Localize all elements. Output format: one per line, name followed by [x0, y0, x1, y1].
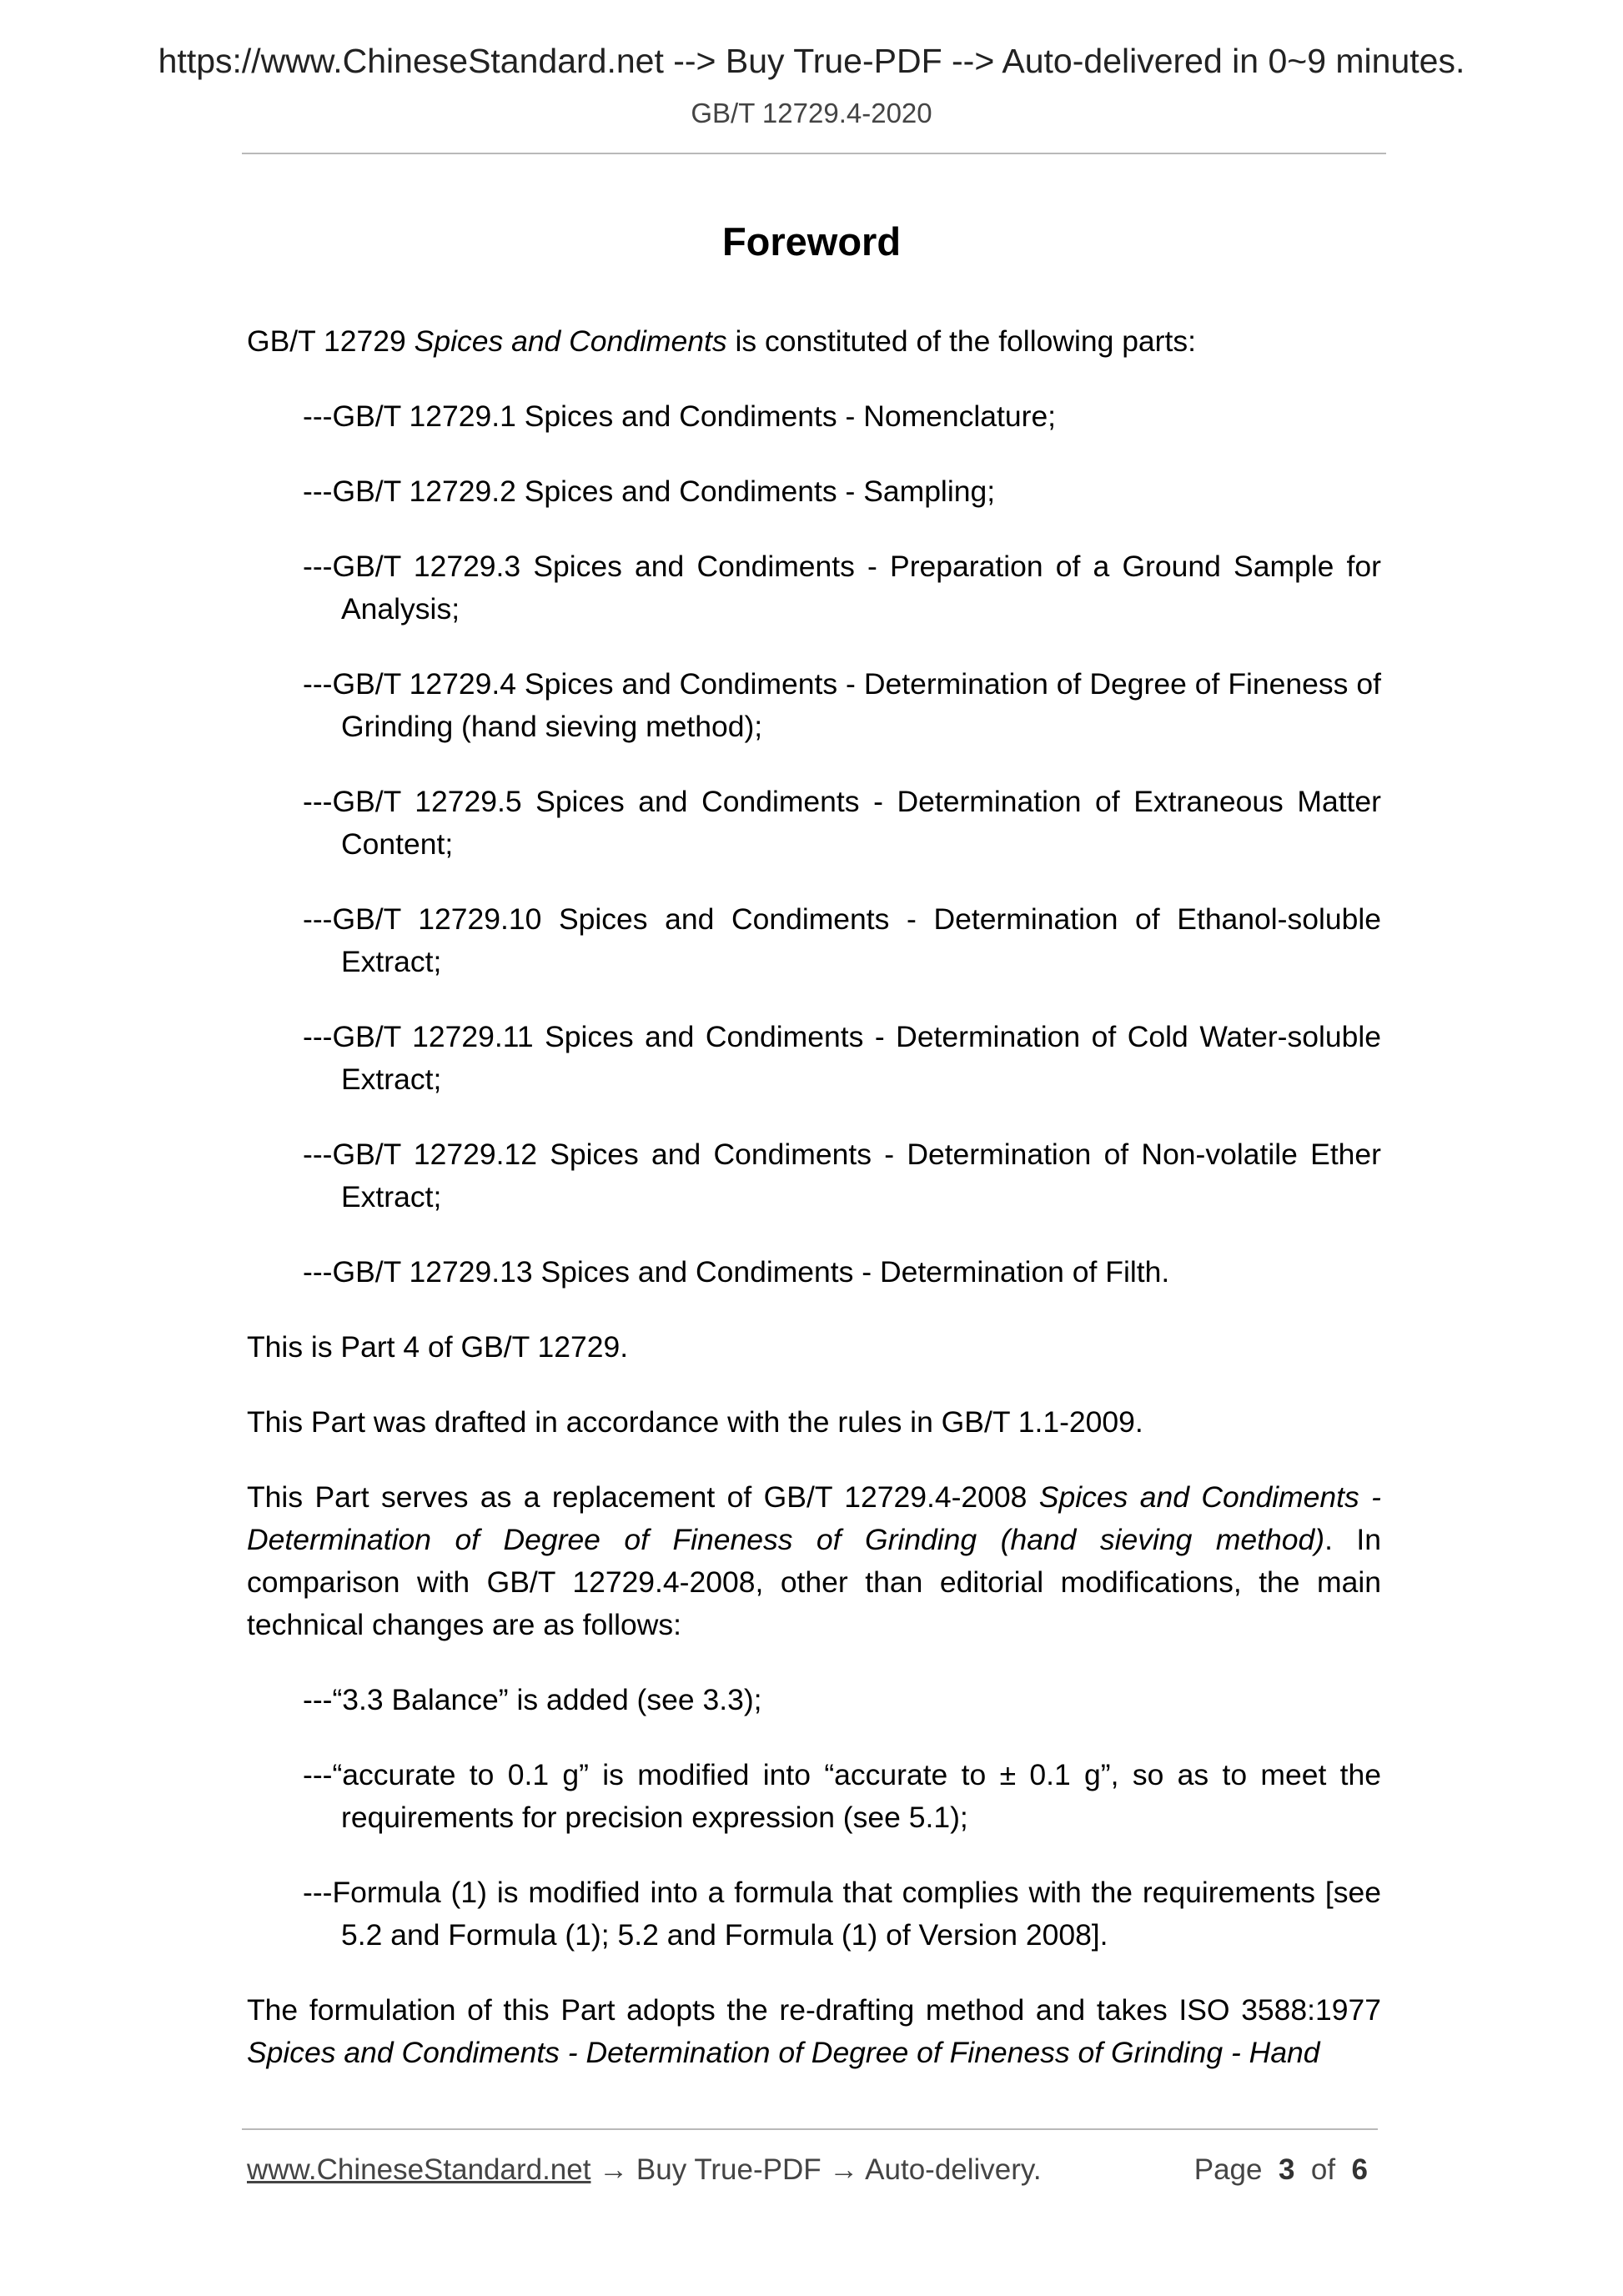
part-statement: This is Part 4 of GB/T 12729. [247, 1330, 629, 1364]
change-list-item: ---Formula (1) is modified into a formula that complies with the requirements [see 5.2 and Formula (1); 5.2 and Formula (1) of Version 2008]. [303, 1876, 1381, 1952]
change-list-item: ---“3.3 Balance” is added (see 3.3); [303, 1683, 762, 1716]
total-page-count: 6 [1351, 2153, 1368, 2186]
part-list-item: ---GB/T 12729.10 Spices and Condiments - Determination of Ethanol-soluble Extract; [303, 902, 1381, 978]
intro-paragraph: GB/T 12729 Spices and Condiments is constituted of the following parts: [247, 324, 1196, 358]
formulation-paragraph: The formulation of this Part adopts the re-drafting method and takes ISO 3588:1977 Spices and Condiments - Determination of Degree of Fineness of Grinding - Hand [247, 1993, 1381, 2069]
page-title: Foreword [721, 219, 902, 264]
part-list-item: ---GB/T 12729.12 Spices and Condiments - Determination of Non-volatile Ether Extract; [303, 1138, 1381, 1213]
change-list-item: ---“accurate to 0.1 g” is modified into “accurate to ± 0.1 g”, so as to meet the requirements for precision expression (see 5.1); [303, 1758, 1381, 1834]
part-list-item: ---GB/T 12729.13 Spices and Condiments - Determination of Filth. [303, 1255, 1170, 1289]
drafting-statement: This Part was drafted in accordance with the rules in GB/T 1.1-2009. [247, 1405, 1143, 1439]
page-indicator: Page 3 of 6 [1193, 2153, 1368, 2186]
replacement-paragraph: This Part serves as a replacement of GB/T 12729.4-2008 Spices and Condiments - Determination of Degree of Fineness of Grinding (hand sieving method). In comparison with GB/T 12729.4-2008, other than editorial modifications, the main technical changes are as follows: [247, 1480, 1381, 1641]
page-footer [247, 2153, 1378, 2187]
part-list-item: ---GB/T 12729.3 Spices and Condiments - Preparation of a Ground Sample for Analysis; [303, 550, 1381, 625]
part-list-item: ---GB/T 12729.4 Spices and Condiments - Determination of Degree of Fineness of Grinding (hand sieving method); [303, 667, 1381, 743]
header-divider [242, 153, 1386, 154]
part-list-item: ---GB/T 12729.11 Spices and Condiments - Determination of Cold Water-soluble Extract; [303, 1020, 1381, 1096]
header-standard-code: GB/T 12729.4-2020 [691, 98, 932, 128]
document-body [247, 320, 1381, 2107]
footer-site-link[interactable]: www.ChineseStandard.net [247, 2153, 591, 2186]
footer-divider [242, 2128, 1378, 2130]
header-url-line: https://www.ChineseStandard.net --> Buy True-PDF --> Auto-delivered in 0~9 minutes. [158, 42, 1465, 80]
part-list-item: ---GB/T 12729.5 Spices and Condiments - Determination of Extraneous Matter Content; [303, 785, 1381, 861]
part-list-item: ---GB/T 12729.2 Spices and Condiments - Sampling; [303, 475, 996, 508]
part-list-item: ---GB/T 12729.1 Spices and Condiments - Nomenclature; [303, 399, 1057, 433]
footer-text: www.ChineseStandard.net → Buy True-PDF → Auto-delivery. [247, 2153, 1042, 2186]
current-page-number: 3 [1278, 2153, 1295, 2186]
